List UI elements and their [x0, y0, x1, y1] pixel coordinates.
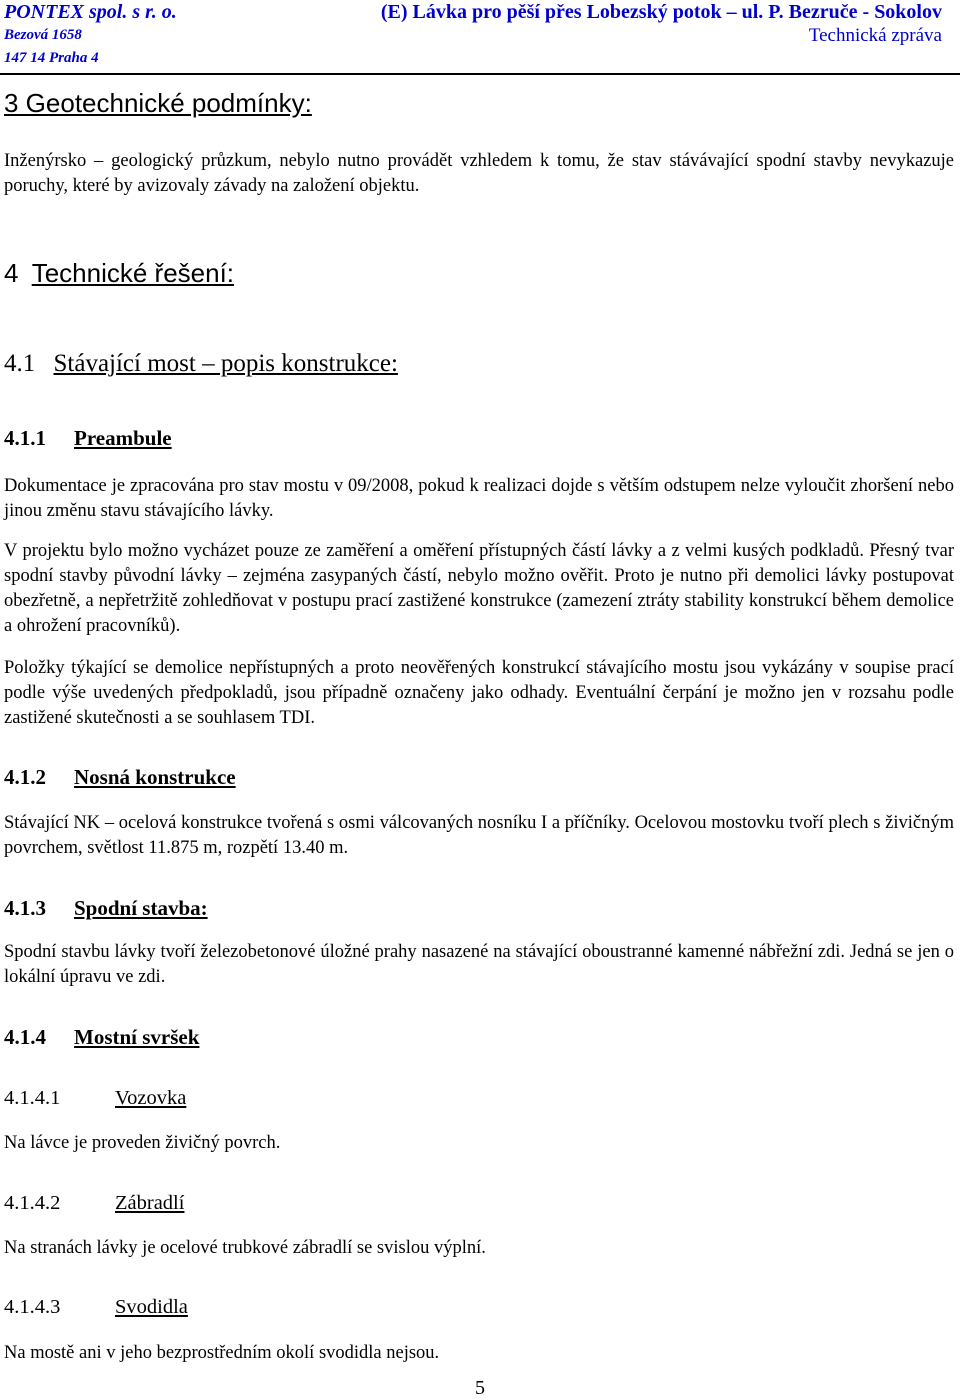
- section-4-1-4-title: Mostní svršek: [74, 1025, 200, 1049]
- section-4-1-title: Stávající most – popis konstrukce:: [53, 350, 398, 377]
- section-4-1-number: 4.1: [4, 350, 36, 377]
- section-4-1-2-number: 4.1.2: [4, 765, 46, 789]
- section-4-1-3-number: 4.1.3: [4, 896, 46, 920]
- section-4-1-4-1-heading: [4, 1087, 954, 1110]
- section-4-1-4-2-heading: [4, 1192, 954, 1215]
- section-4-1-1-number: 4.1.1: [4, 426, 46, 450]
- company-name: PONTEX spol. s r. o.: [4, 1, 177, 23]
- header-divider: [0, 73, 960, 75]
- section-4-1-heading: [4, 350, 954, 378]
- section-3-title: 3 Geotechnické podmínky:: [4, 88, 312, 118]
- section-4-1-4-3-heading: [4, 1296, 954, 1319]
- section-4-1-1-paragraph-1: Dokumentace je zpracována pro stav mostu v 09/2008, pokud k realizaci dojde s větším odstupem nelze vyloučit zhoršení nebo jinou změnu stavu stávajícího lávky.: [4, 476, 954, 521]
- section-3-heading: [4, 88, 954, 119]
- section-4-1-1-paragraph-3: Položky týkající se demolice nepřístupných a proto neověřených konstrukcí stávajícího mostu jsou vykázány v soupise prací podle výše uvedených předpokladů, jsou případně označeny jako odhady. Eventuální čerpání je možno jen v rozsahu podle zastižené skutečnosti a se souhlasem TDI.: [4, 658, 954, 728]
- section-3-paragraph: Inženýrsko – geologický průzkum, nebylo nutno provádět vzhledem k tomu, že stav stávávající spodní stavby nevykazuje poruchy, které by avizovaly závady na založení objektu.: [4, 151, 954, 196]
- document-title: (E) Lávka pro pěší přes Lobezský potok – ul. P. Bezruče - Sokolov: [380, 1, 942, 23]
- section-4-1-3-heading: [4, 896, 954, 921]
- section-4-1-4-number: 4.1.4: [4, 1025, 46, 1049]
- company-address-line2: 147 14 Praha 4: [4, 50, 99, 66]
- section-4-1-4-2-number: 4.1.4.2: [4, 1192, 61, 1214]
- section-4-1-2-paragraph: Stávající NK – ocelová konstrukce tvořená s osmi válcovaných nosníku I a příčníky. Ocelovou mostovku tvoří plech s živičným povrchem, světlost 11.875 m, rozpětí 13.40 m.: [4, 813, 954, 858]
- section-4-1-1-heading: [4, 426, 954, 451]
- company-address-line1: Bezová 1658: [4, 27, 82, 43]
- page-number: 5: [475, 1377, 485, 1399]
- section-4-1-4-1-title: Vozovka: [115, 1087, 187, 1109]
- section-4-1-1-title: Preambule: [74, 426, 172, 450]
- section-4-1-3-paragraph: Spodní stavbu lávky tvoří železobetonové úložné prahy nasazené na stávající oboustranné kamenné nábřežní zdi. Jedná se jen o lokální úpravu ve zdi.: [4, 942, 954, 987]
- section-4-1-2-title: Nosná konstrukce: [74, 765, 236, 789]
- section-4-number: 4: [4, 258, 19, 288]
- section-4-1-1-paragraph-2: V projektu bylo možno vycházet pouze ze zaměření a oměření přístupných částí lávky a z velmi kusých podkladů. Přesný tvar spodní stavby původní lávky – zejména zasypaných částí, nebylo možno ověřit. Proto je nutno při demolici lávky postupovat obezřetně, a nepřetržitě zohledňovat v postupu prací zastižené konstrukce (zamezení ztráty stability konstrukcí během demolice a ohrožení pracovníků).: [4, 541, 954, 636]
- section-4-title: Technické řešení:: [31, 258, 235, 288]
- section-4-1-3-title: Spodní stavba:: [74, 896, 208, 920]
- section-4-1-4-1-paragraph: Na lávce je proveden živičný povrch.: [4, 1133, 281, 1153]
- section-4-1-4-2-title: Zábradlí: [115, 1192, 185, 1214]
- section-4-1-4-3-number: 4.1.4.3: [4, 1296, 61, 1318]
- section-4-1-4-1-number: 4.1.4.1: [4, 1087, 61, 1109]
- section-4-heading: [4, 258, 954, 289]
- document-subtitle: Technická zpráva: [808, 25, 942, 46]
- section-4-1-4-3-paragraph: Na mostě ani v jeho bezprostředním okolí svodidla nejsou.: [4, 1343, 440, 1363]
- section-4-1-4-heading: [4, 1025, 954, 1050]
- section-4-1-4-2-paragraph: Na stranách lávky je ocelové trubkové zábradlí se svislou výplní.: [4, 1238, 486, 1258]
- section-4-1-2-heading: [4, 765, 954, 790]
- header-company-block: [4, 0, 177, 70]
- section-4-1-4-3-title: Svodidla: [115, 1296, 188, 1318]
- header-document-block: [381, 0, 942, 48]
